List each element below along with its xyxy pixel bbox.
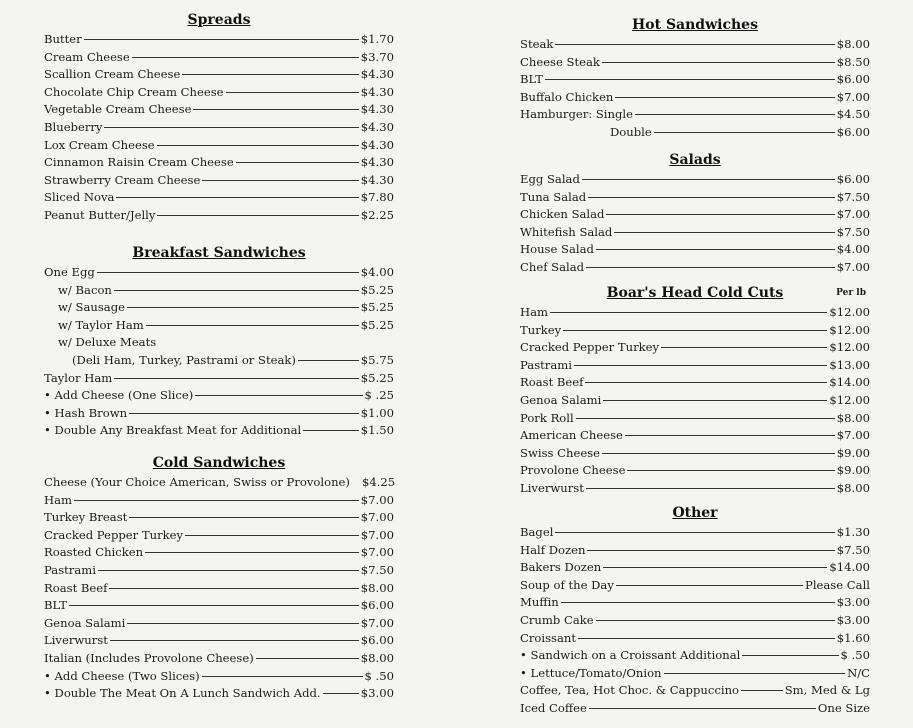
menu-item bbox=[520, 612, 870, 630]
leader-line bbox=[555, 532, 834, 533]
menu-item bbox=[44, 562, 394, 580]
section-title: Cold Sandwiches bbox=[152, 455, 286, 471]
leader-line bbox=[129, 517, 358, 518]
menu-item-name: Double bbox=[610, 124, 652, 139]
menu-item bbox=[44, 282, 394, 300]
menu-item-price: $4.00 bbox=[836, 242, 870, 257]
menu-item-name: Tuna Salad bbox=[520, 189, 587, 204]
menu-item bbox=[520, 106, 870, 124]
leader-line bbox=[323, 693, 359, 694]
leader-line bbox=[182, 74, 358, 75]
menu-item bbox=[44, 632, 394, 650]
menu-item-price: $1.50 bbox=[360, 423, 394, 438]
menu-item-price: $7.50 bbox=[836, 542, 870, 557]
menu-item-name: w/ Sausage bbox=[58, 300, 125, 315]
menu-item bbox=[520, 630, 870, 648]
menu-item-name: Genoa Salami bbox=[44, 615, 126, 630]
menu-item-price: $13.00 bbox=[829, 357, 870, 372]
menu-item-price: $12.00 bbox=[829, 322, 870, 337]
menu-item-name: Cream Cheese bbox=[44, 49, 130, 64]
menu-item-price: $6.00 bbox=[836, 72, 870, 87]
leader-line bbox=[574, 365, 827, 366]
per-lb-note: Per lb bbox=[836, 288, 866, 298]
section-other bbox=[520, 502, 870, 718]
leader-line bbox=[145, 552, 359, 553]
leader-line bbox=[69, 605, 359, 606]
leader-line bbox=[603, 400, 827, 401]
menu-item-price: $7.50 bbox=[836, 189, 870, 204]
menu-item-price: $6.00 bbox=[836, 124, 870, 139]
menu-item bbox=[520, 700, 870, 718]
menu-item-price: $7.00 bbox=[360, 527, 394, 542]
menu-item bbox=[44, 527, 394, 545]
menu-item bbox=[44, 334, 394, 352]
menu-item bbox=[44, 84, 394, 102]
menu-item bbox=[520, 54, 870, 72]
menu-item-name: One Egg bbox=[44, 265, 95, 279]
leader-line bbox=[578, 638, 835, 639]
menu-item bbox=[44, 207, 394, 225]
menu-item bbox=[520, 524, 870, 542]
menu-item-name: • Double The Meat On A Lunch Sandwich Add. bbox=[44, 686, 321, 701]
menu-item-name: BLT bbox=[520, 72, 544, 87]
menu-item-name: House Salad bbox=[520, 242, 594, 257]
menu-item-name: Turkey bbox=[520, 322, 562, 337]
menu-item-price: $8.00 bbox=[836, 480, 870, 495]
menu-item-price: $6.00 bbox=[360, 633, 394, 648]
leader-line bbox=[129, 413, 359, 414]
section-title: Breakfast Sandwiches bbox=[132, 245, 306, 261]
leader-line bbox=[114, 290, 359, 291]
leader-line bbox=[587, 550, 834, 551]
menu-item-price: $4.30 bbox=[360, 67, 394, 82]
menu-item bbox=[44, 66, 394, 84]
menu-item-price: $2.25 bbox=[360, 207, 394, 222]
leader-line bbox=[616, 585, 803, 586]
leader-line bbox=[98, 570, 359, 571]
menu-item bbox=[44, 49, 394, 67]
menu-item-name: Iced Coffee bbox=[520, 700, 587, 715]
leader-line bbox=[563, 330, 827, 331]
menu-item-price: $7.00 bbox=[836, 428, 870, 443]
leader-line bbox=[545, 79, 835, 80]
menu-item-name: Bakers Dozen bbox=[520, 560, 602, 575]
menu-item-name: Coffee, Tea, Hot Choc. & Cappuccino bbox=[520, 683, 740, 698]
menu-item-name: • Add Cheese (Two Slices) bbox=[44, 668, 200, 683]
leader-line bbox=[576, 418, 835, 419]
menu-item bbox=[44, 317, 394, 335]
menu-item bbox=[44, 189, 394, 207]
menu-item-name: Ham bbox=[520, 305, 549, 319]
menu-item bbox=[520, 71, 870, 89]
menu-item bbox=[520, 410, 870, 428]
menu-item-price: $12.00 bbox=[829, 340, 870, 355]
menu-item bbox=[520, 682, 870, 700]
menu-item-name: American Cheese bbox=[520, 428, 623, 443]
menu-item-name: Bagel bbox=[520, 525, 554, 539]
menu-item bbox=[44, 352, 394, 370]
menu-item-price: $7.00 bbox=[836, 89, 870, 104]
menu-item bbox=[520, 357, 870, 375]
menu-item-name: Turkey Breast bbox=[44, 510, 128, 525]
menu-item bbox=[520, 304, 870, 322]
menu-item-price: $5.75 bbox=[360, 352, 394, 367]
leader-line bbox=[589, 708, 816, 709]
menu-item-name: Peanut Butter/Jelly bbox=[44, 207, 156, 222]
menu-item bbox=[520, 445, 870, 463]
menu-item-name: Hamburger: Single bbox=[520, 107, 633, 122]
menu-item bbox=[44, 544, 394, 562]
menu-item bbox=[44, 264, 394, 282]
leader-line bbox=[555, 44, 834, 45]
menu-item-price: N/C bbox=[847, 665, 870, 680]
menu-item-price: $7.00 bbox=[836, 207, 870, 222]
leader-line bbox=[303, 430, 359, 431]
menu-item-price: $12.00 bbox=[829, 392, 870, 407]
menu-item-price: $4.50 bbox=[836, 107, 870, 122]
menu-item bbox=[44, 650, 394, 668]
menu-item bbox=[520, 462, 870, 480]
menu-item bbox=[44, 615, 394, 633]
leader-line bbox=[596, 620, 835, 621]
menu-item-price: $7.80 bbox=[360, 190, 394, 205]
menu-item-name: • Hash Brown bbox=[44, 405, 128, 420]
menu-item-price: $5.25 bbox=[360, 282, 394, 297]
leader-line bbox=[602, 453, 835, 454]
section-breakfast-sandwiches bbox=[44, 242, 394, 440]
menu-item-price: $5.25 bbox=[360, 300, 394, 315]
leader-line bbox=[627, 470, 834, 471]
menu-item bbox=[44, 299, 394, 317]
menu-item-name: Pastrami bbox=[44, 562, 96, 577]
menu-item-name: Cheese (Your Choice American, Swiss or Provolone) bbox=[44, 475, 350, 489]
menu-item-name: Egg Salad bbox=[520, 172, 580, 186]
section-title: Spreads bbox=[187, 12, 251, 28]
menu-item-price: $4.25 bbox=[361, 475, 396, 489]
menu-item-price: $7.00 bbox=[360, 545, 394, 560]
menu-item bbox=[44, 509, 394, 527]
leader-line bbox=[550, 312, 827, 313]
menu-item-name: (Deli Ham, Turkey, Pastrami or Steak) bbox=[72, 352, 296, 367]
menu-item-name: • Lettuce/Tomato/Onion bbox=[520, 665, 662, 680]
menu-item bbox=[44, 119, 394, 137]
menu-item-name: Roast Beef bbox=[44, 580, 108, 595]
leader-line bbox=[661, 347, 827, 348]
leader-line bbox=[84, 39, 359, 40]
leader-line bbox=[256, 658, 359, 659]
menu-item-name: Lox Cream Cheese bbox=[44, 137, 155, 152]
menu-item bbox=[520, 392, 870, 410]
menu-item-price: $4.30 bbox=[360, 155, 394, 170]
menu-item-name: Ham bbox=[44, 492, 73, 507]
menu-item-name: Blueberry bbox=[44, 119, 103, 134]
menu-item bbox=[44, 101, 394, 119]
menu-item-name: Soup of the Day bbox=[520, 577, 614, 592]
leader-line bbox=[582, 179, 835, 180]
leader-line bbox=[588, 197, 835, 198]
leader-line bbox=[635, 114, 835, 115]
menu-item-name: Pork Roll bbox=[520, 410, 574, 425]
leader-line bbox=[625, 435, 835, 436]
menu-item-name: Cracked Pepper Turkey bbox=[44, 527, 184, 542]
menu-item bbox=[520, 339, 870, 357]
menu-item-name: Genoa Salami bbox=[520, 392, 602, 407]
menu-item bbox=[44, 405, 394, 423]
menu-item bbox=[520, 665, 870, 683]
menu-item bbox=[520, 206, 870, 224]
leader-line bbox=[615, 97, 834, 98]
menu-item-name: Croissant bbox=[520, 630, 577, 645]
menu-item-name: BLT bbox=[44, 598, 68, 613]
menu-item-price: $4.30 bbox=[360, 119, 394, 134]
menu-item-name: Cracked Pepper Turkey bbox=[520, 340, 660, 355]
menu-item-price: $1.00 bbox=[360, 405, 394, 420]
menu-item-name: Roasted Chicken bbox=[44, 545, 144, 560]
leader-line bbox=[127, 623, 358, 624]
leader-line bbox=[614, 232, 834, 233]
section-hot-sandwiches bbox=[520, 14, 870, 142]
section-salads bbox=[520, 149, 870, 277]
leader-line bbox=[602, 62, 835, 63]
menu-item-price: $ .50 bbox=[840, 648, 870, 663]
menu-item-price: $4.30 bbox=[360, 102, 394, 117]
menu-item-name: Scallion Cream Cheese bbox=[44, 67, 181, 82]
leader-line bbox=[586, 488, 835, 489]
menu-item-name: Sliced Nova bbox=[44, 190, 115, 205]
leader-line bbox=[606, 214, 834, 215]
menu-item-price: $4.30 bbox=[360, 84, 394, 99]
menu-item bbox=[520, 322, 870, 340]
menu-item bbox=[44, 580, 394, 598]
menu-item-name: Buffalo Chicken bbox=[520, 89, 614, 104]
leader-line bbox=[127, 307, 359, 308]
menu-item bbox=[44, 597, 394, 615]
leader-line bbox=[104, 127, 358, 128]
menu-item bbox=[520, 480, 870, 498]
menu-item-name: Taylor Ham bbox=[44, 370, 113, 385]
menu-item-name: Chef Salad bbox=[520, 259, 585, 274]
menu-item-price: $3.00 bbox=[836, 595, 870, 610]
menu-item bbox=[44, 137, 394, 155]
menu-item-price: $7.00 bbox=[360, 615, 394, 630]
leader-line bbox=[157, 215, 358, 216]
menu-item bbox=[44, 685, 394, 703]
leader-line bbox=[226, 92, 359, 93]
menu-item-price: $8.00 bbox=[836, 410, 870, 425]
section-title: Boar's Head Cold Cuts bbox=[606, 285, 784, 301]
menu-item-name: Cheese Steak bbox=[520, 54, 600, 69]
menu-item-price: $1.30 bbox=[836, 525, 870, 539]
leader-line bbox=[132, 57, 359, 58]
menu-item-price: $7.50 bbox=[836, 224, 870, 239]
menu-item-price: $6.00 bbox=[360, 598, 394, 613]
menu-item-price: $9.00 bbox=[836, 445, 870, 460]
leader-line bbox=[664, 673, 846, 674]
menu-item-price: $3.70 bbox=[360, 49, 394, 64]
leader-line bbox=[202, 676, 363, 677]
leader-line bbox=[741, 690, 783, 691]
leader-line bbox=[116, 197, 358, 198]
menu-item bbox=[520, 89, 870, 107]
menu-item bbox=[44, 474, 394, 492]
leader-line bbox=[109, 588, 358, 589]
menu-item-name: Liverwurst bbox=[520, 480, 584, 495]
menu-item-name: • Sandwich on a Croissant Additional bbox=[520, 648, 741, 663]
menu-item-name: Butter bbox=[44, 32, 82, 46]
menu-item bbox=[520, 36, 870, 54]
menu-item bbox=[520, 189, 870, 207]
section-title: Hot Sandwiches bbox=[632, 17, 758, 33]
menu-item bbox=[44, 154, 394, 172]
menu-item-price: $ .50 bbox=[364, 668, 394, 683]
leader-line bbox=[742, 655, 838, 656]
menu-item-price: $9.00 bbox=[836, 463, 870, 478]
leader-line bbox=[97, 272, 359, 273]
menu-item-name: Liverwurst bbox=[44, 633, 108, 648]
menu-item-price: $5.25 bbox=[360, 370, 394, 385]
menu-item bbox=[44, 668, 394, 686]
section-title: Salads bbox=[669, 152, 721, 168]
menu-item-name: Chocolate Chip Cream Cheese bbox=[44, 84, 224, 99]
menu-item bbox=[520, 171, 870, 189]
menu-item-price: $3.00 bbox=[360, 686, 394, 701]
menu-item bbox=[520, 259, 870, 277]
menu-item bbox=[44, 31, 394, 49]
menu-item bbox=[520, 374, 870, 392]
menu-item bbox=[520, 647, 870, 665]
menu-item bbox=[520, 241, 870, 259]
menu-item-price: $14.00 bbox=[829, 560, 870, 575]
leader-line bbox=[193, 109, 358, 110]
menu-item-price: $5.25 bbox=[360, 317, 394, 332]
menu-item-name: Pastrami bbox=[520, 357, 572, 372]
menu-item bbox=[44, 422, 394, 440]
menu-item-name: • Double Any Breakfast Meat for Additional bbox=[44, 423, 302, 438]
menu-item-name: Strawberry Cream Cheese bbox=[44, 172, 201, 187]
leader-line bbox=[596, 249, 835, 250]
menu-item-price: $8.00 bbox=[360, 650, 394, 665]
section-boar-s-head-cold-cuts bbox=[520, 282, 870, 498]
menu-item-name: • Add Cheese (One Slice) bbox=[44, 388, 194, 403]
leader-line bbox=[74, 500, 359, 501]
section-cold-sandwiches bbox=[44, 452, 394, 703]
menu-item bbox=[520, 124, 870, 142]
menu-item-price: $4.00 bbox=[360, 265, 394, 279]
leader-line bbox=[146, 325, 359, 326]
menu-item-price: Please Call bbox=[805, 577, 870, 592]
menu-item-price: $ .25 bbox=[364, 388, 394, 403]
leader-line bbox=[110, 640, 359, 641]
menu-item-name: Provolone Cheese bbox=[520, 463, 626, 478]
leader-line bbox=[195, 395, 362, 396]
menu-item-price: $7.00 bbox=[360, 492, 394, 507]
menu-item-price: $1.70 bbox=[360, 32, 394, 46]
menu-item bbox=[44, 492, 394, 510]
menu-item-name: w/ Bacon bbox=[58, 282, 112, 297]
leader-line bbox=[114, 378, 359, 379]
menu-item-name: Italian (Includes Provolone Cheese) bbox=[44, 650, 254, 665]
menu-item-price: $4.30 bbox=[360, 137, 394, 152]
menu-item-name: Muffin bbox=[520, 595, 559, 610]
menu-item-name: Steak bbox=[520, 37, 554, 51]
menu-item bbox=[520, 427, 870, 445]
menu-item-price: $7.00 bbox=[836, 259, 870, 274]
menu-item-name: Chicken Salad bbox=[520, 207, 605, 222]
menu-item-name: w/ Taylor Ham bbox=[58, 317, 144, 332]
menu-item-price: One Size bbox=[817, 700, 870, 715]
menu-item bbox=[520, 594, 870, 612]
menu-item-price: $7.50 bbox=[360, 562, 394, 577]
menu-item-price: Sm, Med & Lg bbox=[784, 683, 870, 698]
section-spreads bbox=[44, 9, 394, 225]
menu-item-name: Crumb Cake bbox=[520, 612, 594, 627]
menu-item-price: $7.00 bbox=[360, 510, 394, 525]
menu-item-price: $14.00 bbox=[829, 375, 870, 390]
menu-item-name: Roast Beef bbox=[520, 375, 584, 390]
leader-line bbox=[654, 132, 835, 133]
leader-line bbox=[586, 267, 835, 268]
menu-item-price: $8.00 bbox=[836, 37, 870, 51]
leader-line bbox=[585, 382, 827, 383]
leader-line bbox=[202, 180, 358, 181]
menu-item-name: Swiss Cheese bbox=[520, 445, 601, 460]
menu-item bbox=[520, 542, 870, 560]
menu-item-price: $8.50 bbox=[836, 54, 870, 69]
menu-item-name: w/ Deluxe Meats bbox=[58, 335, 157, 350]
leader-line bbox=[185, 535, 359, 536]
menu-item-price: $4.30 bbox=[360, 172, 394, 187]
menu-item-name: Vegetable Cream Cheese bbox=[44, 102, 192, 117]
menu-item bbox=[520, 224, 870, 242]
section-title: Other bbox=[672, 505, 718, 521]
leader-line bbox=[561, 602, 835, 603]
menu-item-price: $12.00 bbox=[829, 305, 870, 319]
menu-item bbox=[520, 577, 870, 595]
menu-item-name: Cinnamon Raisin Cream Cheese bbox=[44, 155, 234, 170]
menu-item bbox=[44, 387, 394, 405]
leader-line bbox=[298, 360, 359, 361]
menu-item-price: $3.00 bbox=[836, 612, 870, 627]
menu-item-price: $8.00 bbox=[360, 580, 394, 595]
leader-line bbox=[236, 162, 359, 163]
menu-item bbox=[520, 559, 870, 577]
menu-item-name: Whitefish Salad bbox=[520, 224, 613, 239]
leader-line bbox=[157, 145, 359, 146]
leader-line bbox=[603, 567, 827, 568]
menu-item-price: $1.60 bbox=[836, 630, 870, 645]
menu-item bbox=[44, 172, 394, 190]
menu-item bbox=[44, 370, 394, 388]
menu-item-price: $6.00 bbox=[836, 172, 870, 186]
menu-item-name: Half Dozen bbox=[520, 542, 586, 557]
